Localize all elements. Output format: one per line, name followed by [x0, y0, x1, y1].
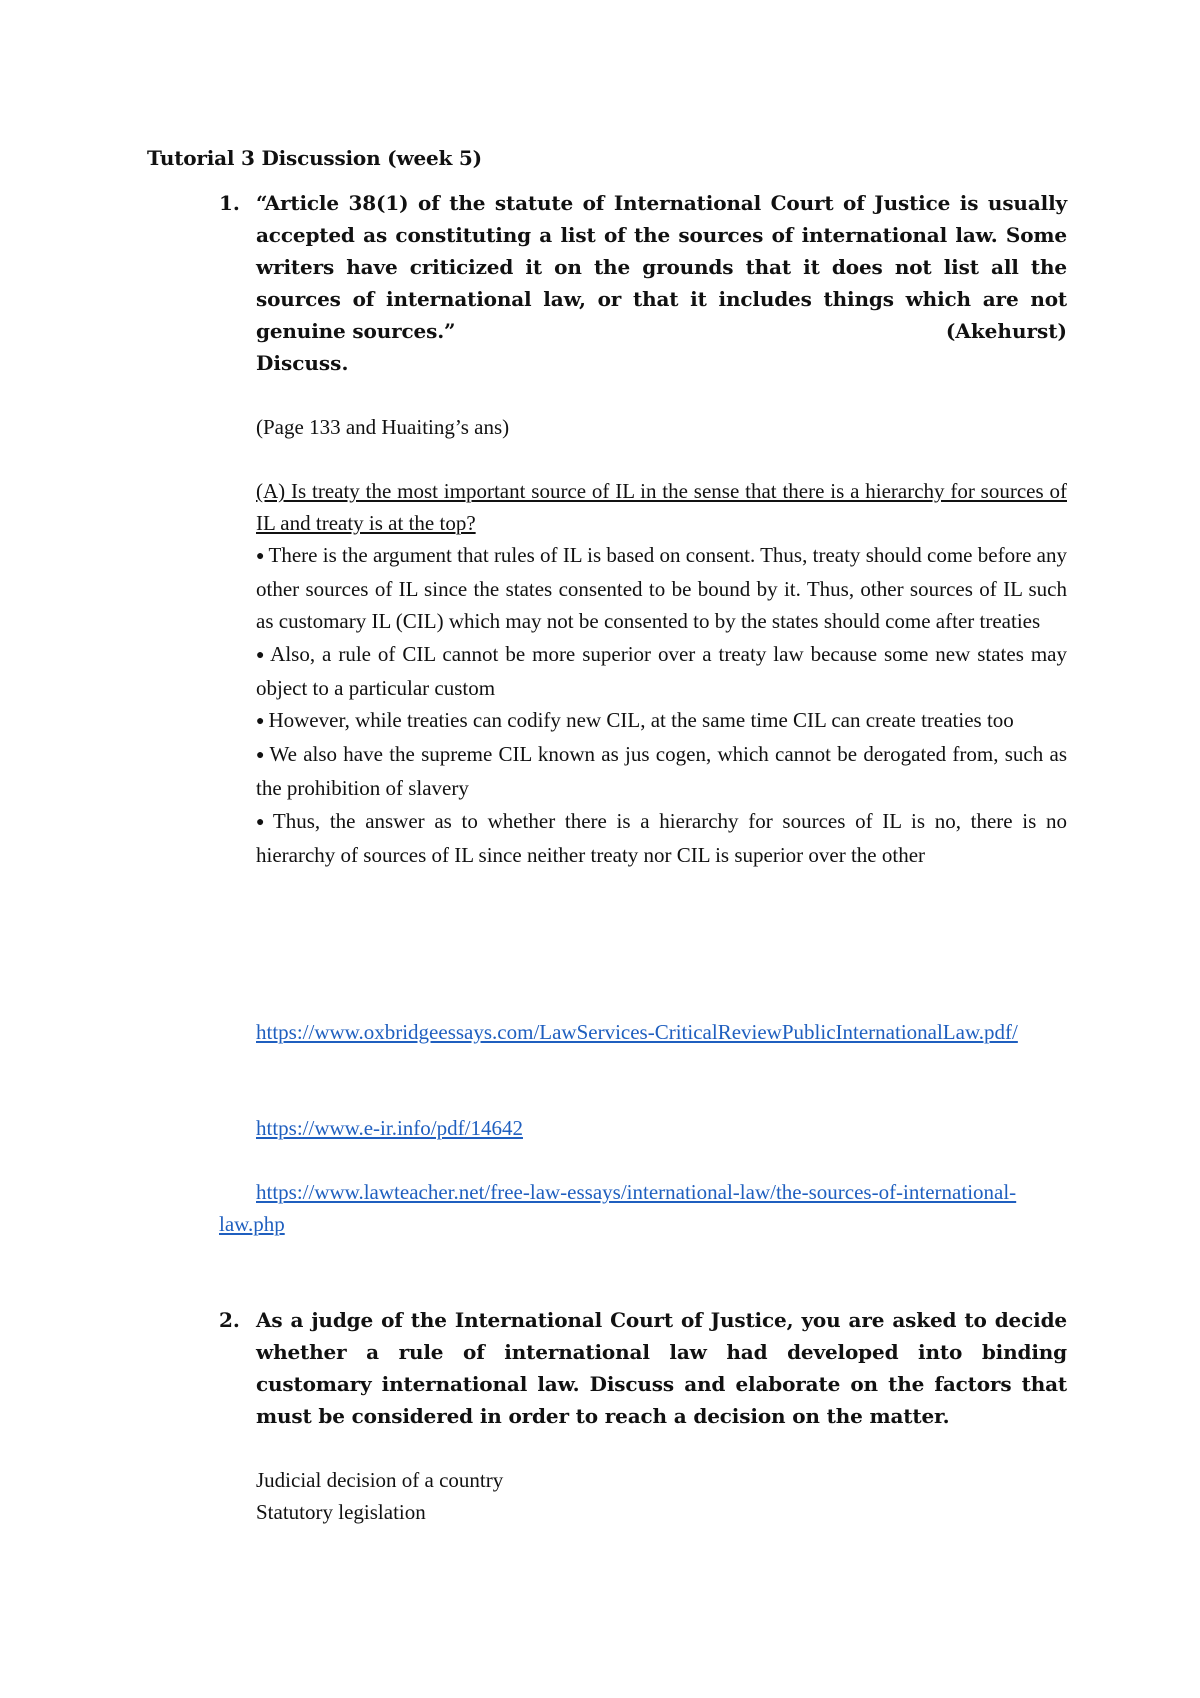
document-title: Tutorial 3 Discussion (week 5): [147, 146, 482, 170]
list-item: [256, 638, 1067, 704]
reference-link-e-ir[interactable]: https://www.e-ir.info/pdf/14642: [256, 1116, 523, 1140]
list-item: [256, 805, 1067, 871]
list-item: [256, 704, 1067, 738]
bullet-icon: ●: [256, 714, 265, 730]
question-1-attribution: (Akehurst): [945, 319, 1067, 343]
reference-link-2-block: [219, 1112, 1067, 1144]
list-item: [256, 738, 1067, 804]
bullet-text: We also have the supreme CIL known as jus cogen, which cannot be derogated from, such as the prohibition of slavery: [256, 742, 1068, 801]
question-1-number: 1.: [219, 191, 240, 215]
bullet-text: However, while treaties can codify new CIL, at the same time CIL can create treaties too: [268, 708, 1014, 733]
reference-link-3-block: [219, 1176, 1067, 1240]
bullet-text: Thus, the answer as to whether there is a hierarchy for sources of IL is no, there is no hierarchy of sources of IL since neither treaty nor CIL is superior over the other: [256, 808, 1067, 867]
reference-link-lawteacher[interactable]: https://www.lawteacher.net/free-law-essays/international-law/the-sources-of-international-law.php: [219, 1180, 1017, 1236]
question-2-text: As a judge of the International Court of Justice, you are asked to decide whether a rule of international law had developed into binding customary international law. Discuss and elaborate on the factors that must be considered in order to reach a decision on the matter.: [256, 1308, 1067, 1428]
bullet-text: There is the argument that rules of IL is based on consent. Thus, treaty should come before any other sources of IL since the states consented to be bound by it. Thus, other sources of IL such as customary IL (CIL) which may not be consented to by the states should come after treaties: [256, 543, 1067, 634]
bullet-list: [256, 539, 1067, 871]
answer-line-1: Judicial decision of a country: [256, 1468, 504, 1492]
bullet-text: Also, a rule of CIL cannot be more superior over a treaty law because some new states may object to a particular custom: [256, 641, 1067, 700]
question-2-number: 2.: [219, 1308, 240, 1332]
bullet-icon: ●: [256, 814, 269, 830]
bullet-icon: ●: [256, 549, 265, 564]
bullet-icon: ●: [256, 647, 267, 663]
bullet-icon: ●: [256, 748, 266, 764]
sub-heading-a: (A) Is treaty the most important source of IL in the sense that there is a hierarchy for sources of IL and treaty is at the top?: [256, 479, 1067, 535]
reference-link-oxbridgeessays[interactable]: https://www.oxbridgeessays.com/LawServices-CriticalReviewPublicInternationalLaw.pdf/: [256, 1020, 1018, 1044]
question-1-instruction: Discuss.: [256, 351, 349, 375]
reference-link-1-block: [219, 1016, 1067, 1048]
list-item: [256, 539, 1067, 638]
reference-note: (Page 133 and Huaiting’s ans): [256, 415, 510, 439]
answer-line-2: Statutory legislation: [256, 1500, 426, 1524]
question-1-text: “Article 38(1) of the statute of International Court of Justice is usually accepted as constituting a list of the sources of international law. Some writers have criticized it on the grounds that it does not list all the sources of international law, or that it includes things which are not genuine sources.”: [256, 191, 1067, 343]
